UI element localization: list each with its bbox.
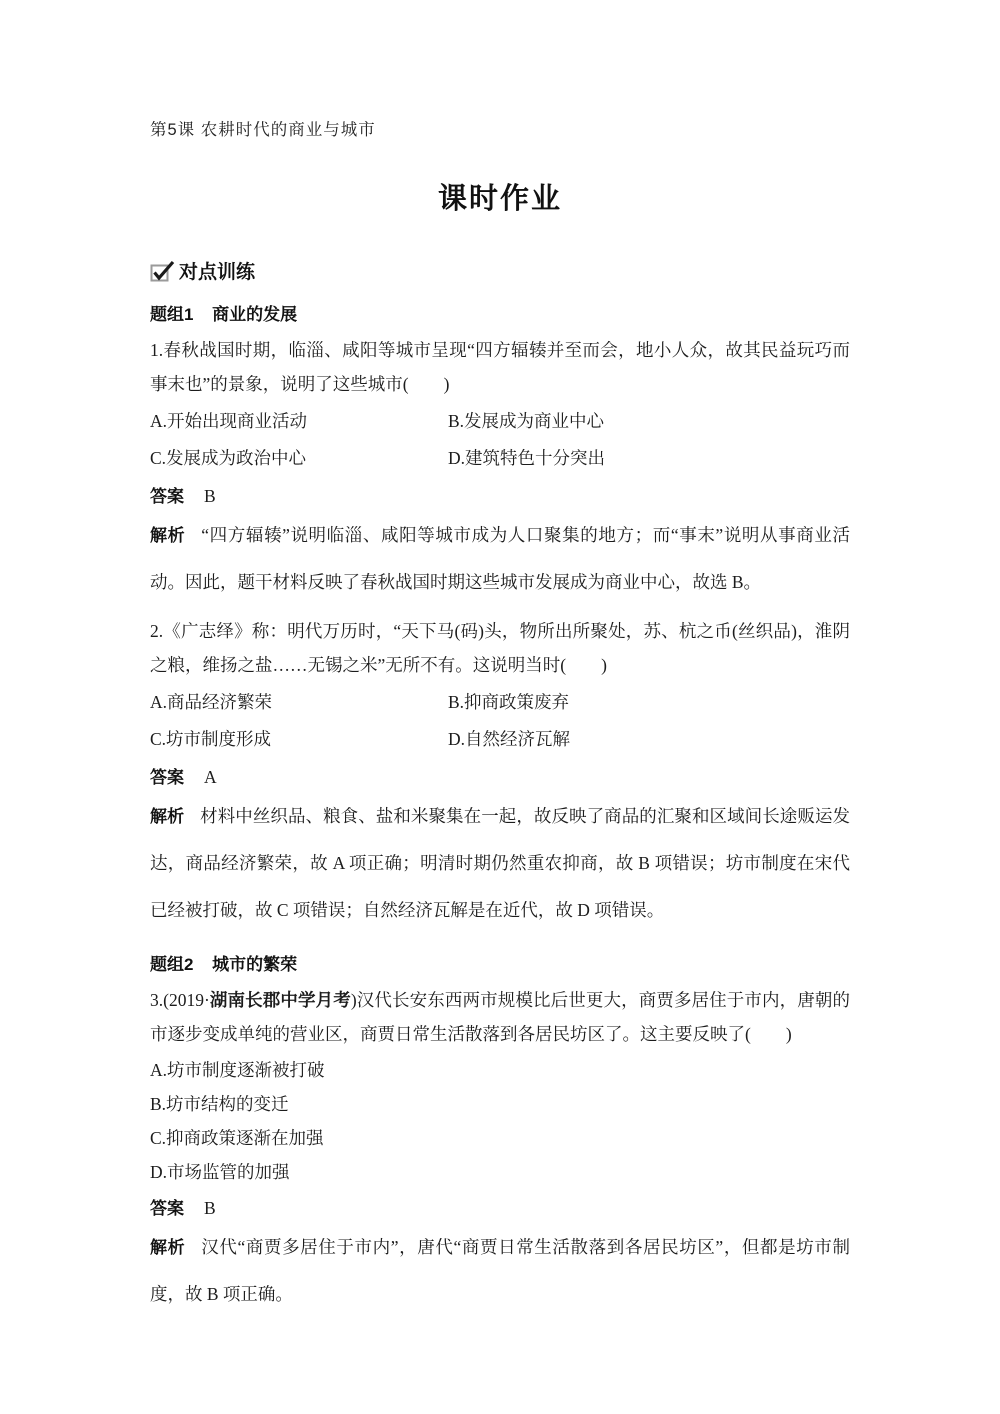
question-3-option-a: A.坊市制度逐渐被打破	[150, 1060, 325, 1080]
checked-checkbox-icon	[150, 259, 176, 285]
group-1-label: 题组1	[150, 305, 194, 324]
question-1-answer-row	[150, 481, 850, 512]
section-title: 对点训练	[179, 262, 256, 283]
section-heading	[150, 257, 850, 284]
question-1-option-d: D.建筑特色十分突出	[448, 448, 606, 468]
question-3-answer-row	[150, 1193, 850, 1224]
question-3-answer: B	[204, 1198, 216, 1218]
question-3-options	[150, 1053, 850, 1189]
question-1-option-a: A.开始出现商业活动	[150, 411, 308, 431]
question-3-prefix: 3.(2019·	[150, 990, 210, 1010]
chapter-header: 第5课 农耕时代的商业与城市	[150, 121, 376, 139]
question-3-text	[150, 983, 850, 1051]
question-3-option-c: C.抑商政策逐渐在加强	[150, 1128, 324, 1148]
question-3-body: )汉代长安东西两市规模比后世更大，商贾多居住于市内，唐朝的市逐步变成单纯的营业区，商贾日常生活散落到各居民坊区了。这主要反映了( )	[150, 990, 851, 1044]
question-2-option-b: B.抑商政策废弃	[448, 692, 570, 712]
analysis-label: 解析	[150, 526, 186, 545]
question-3-analysis	[150, 1224, 850, 1318]
question-2-options	[150, 684, 850, 758]
question-2-option-a: A.商品经济繁荣	[150, 692, 273, 712]
analysis-label: 解析	[150, 1238, 186, 1257]
question-1-text: 1.春秋战国时期，临淄、咸阳等城市呈现“四方辐辏并至而会，地小人众，故其民益玩巧而事末也”的景象，说明了这些城市( )	[150, 340, 850, 394]
question-3-option-b: B.坊市结构的变迁	[150, 1094, 289, 1114]
question-3-option-d: D.市场监管的加强	[150, 1162, 290, 1182]
group-2-title: 城市的繁荣	[212, 955, 298, 974]
question-1-option-b: B.发展成为商业中心	[448, 411, 605, 431]
group-2-label: 题组2	[150, 955, 194, 974]
group-heading-2	[150, 950, 850, 975]
question-1-options	[150, 403, 850, 477]
group-heading-1	[150, 300, 850, 325]
analysis-label: 解析	[150, 807, 185, 826]
question-2-option-c: C.坊市制度形成	[150, 729, 272, 749]
question-1-analysis	[150, 512, 850, 606]
question-2-analysis-text: 材料中丝织品、粮食、盐和米聚集在一起，故反映了商品的汇聚和区域间长途贩运发达，商品经济繁荣，故 A 项正确；明清时期仍然重农抑商，故 B 项错误；坊市制度在宋代已经被打破，故 C 项错误；自然经济瓦解是在近代，故 D 项错误。	[150, 806, 851, 920]
group-1-title: 商业的发展	[212, 305, 298, 324]
answer-label: 答案	[150, 1199, 184, 1218]
question-2-analysis	[150, 793, 850, 934]
question-1-answer: B	[204, 486, 216, 506]
question-2-text: 2.《广志绎》称：明代万历时，“天下马(码)头，物所出所聚处，苏、杭之币(丝织品)，淮阴之粮，维扬之盐……无锡之米”无所不有。这说明当时( )	[150, 621, 850, 675]
question-2-answer-row	[150, 762, 850, 793]
question-1-option-c: C.发展成为政治中心	[150, 448, 307, 468]
answer-label: 答案	[150, 487, 184, 506]
question-2-answer: A	[204, 767, 217, 787]
page-title: 课时作业	[437, 183, 562, 215]
answer-label: 答案	[150, 768, 184, 787]
question-2-option-d: D.自然经济瓦解	[448, 729, 571, 749]
question-3-analysis-text: 汉代“商贾多居住于市内”，唐代“商贾日常生活散落到各居民坊区”，但都是坊市制度，故 B 项正确。	[150, 1237, 850, 1304]
question-3-source: 湖南长郡中学月考	[209, 990, 351, 1010]
question-1-analysis-text: “四方辐辏”说明临淄、咸阳等城市成为人口聚集的地方；而“事末”说明从事商业活动。因此，题干材料反映了春秋战国时期这些城市发展成为商业中心，故选 B。	[150, 525, 850, 592]
